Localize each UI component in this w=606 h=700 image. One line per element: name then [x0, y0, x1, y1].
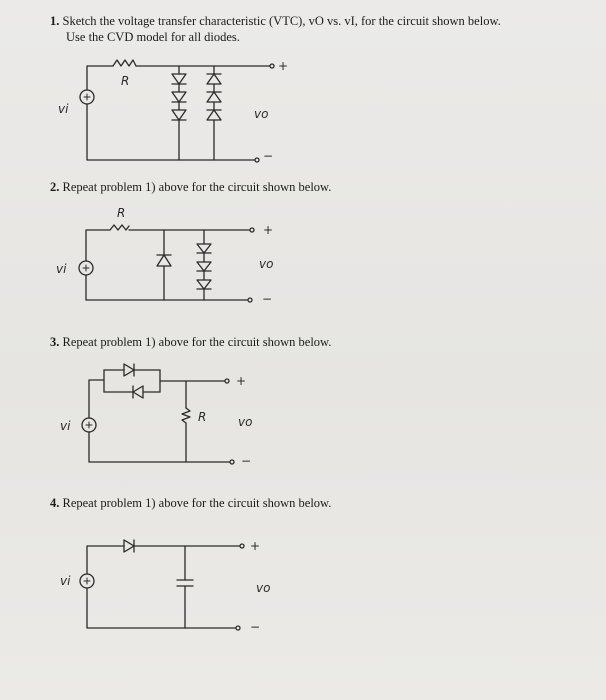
circuit-3-vi-label: vi — [60, 419, 71, 433]
circuit-4-plus-label: + — [250, 539, 261, 553]
circuit-3 — [60, 364, 252, 468]
circuit-1-minus-label: − — [263, 149, 274, 163]
circuit-2-diode-icon — [157, 255, 171, 266]
circuit-2-resistor-icon — [110, 225, 129, 230]
circuit-4-minus-label: − — [250, 620, 261, 634]
circuit-4 — [60, 539, 270, 634]
circuit-1-r-label: R — [121, 74, 130, 88]
circuit-4-capacitor-icon — [177, 580, 193, 586]
circuit-1-vi-label: vi — [58, 102, 69, 116]
problem-3-text: Repeat problem 1) above for the circuit shown below. — [62, 335, 332, 349]
circuit-2-minus-label: − — [262, 292, 273, 306]
circuit-2-vo-label: vo — [259, 257, 274, 271]
circuit-1-diode-icon — [172, 110, 186, 120]
circuit-2 — [56, 206, 273, 306]
circuit-3-plus-label: + — [236, 374, 247, 388]
problem-4-number: 4. — [50, 496, 60, 510]
circuit-2-r-label: R — [117, 206, 126, 220]
circuit-3-vo-label: vo — [238, 415, 253, 429]
circuit-2-diode-icon — [197, 262, 211, 271]
circuit-1-diode-icon — [207, 110, 221, 120]
circuit-4-vi-label: vi — [60, 574, 71, 588]
circuit-3-diode-icon — [124, 364, 134, 376]
circuit-2-diode-icon — [197, 280, 211, 289]
circuit-3-resistor-icon — [182, 408, 190, 423]
circuit-2-vi-label: vi — [56, 262, 67, 276]
circuit-1-diode-icon — [172, 92, 186, 102]
circuit-1-resistor-icon — [113, 60, 136, 66]
problem-1-text: Sketch the voltage transfer characteristic (VTC), vO vs. vI, for the circuit shown below. — [62, 14, 501, 28]
problem-2-text: Repeat problem 1) above for the circuit shown below. — [62, 180, 332, 194]
circuit-3-r-label: R — [198, 410, 207, 424]
problem-1-subtext: Use the CVD model for all diodes. — [66, 30, 240, 44]
problem-3-number: 3. — [50, 335, 60, 349]
circuit-3-minus-label: − — [241, 454, 252, 468]
circuit-1-diode-icon — [207, 74, 221, 84]
problem-1-number: 1. — [50, 14, 60, 28]
circuit-1 — [58, 59, 288, 163]
circuit-3-diode-icon — [133, 386, 143, 398]
circuit-4-diode-icon — [124, 540, 134, 552]
circuit-1-diode-icon — [172, 74, 186, 84]
problem-2-number: 2. — [50, 180, 60, 194]
circuit-2-diode-icon — [197, 244, 211, 253]
circuit-4-vo-label: vo — [256, 581, 271, 595]
circuit-1-vo-label: vo — [254, 107, 269, 121]
circuit-1-diode-icon — [207, 92, 221, 102]
circuit-2-plus-label: + — [263, 223, 274, 237]
circuit-1-plus-label: + — [278, 59, 289, 73]
problem-4-text: Repeat problem 1) above for the circuit shown below. — [62, 496, 332, 510]
